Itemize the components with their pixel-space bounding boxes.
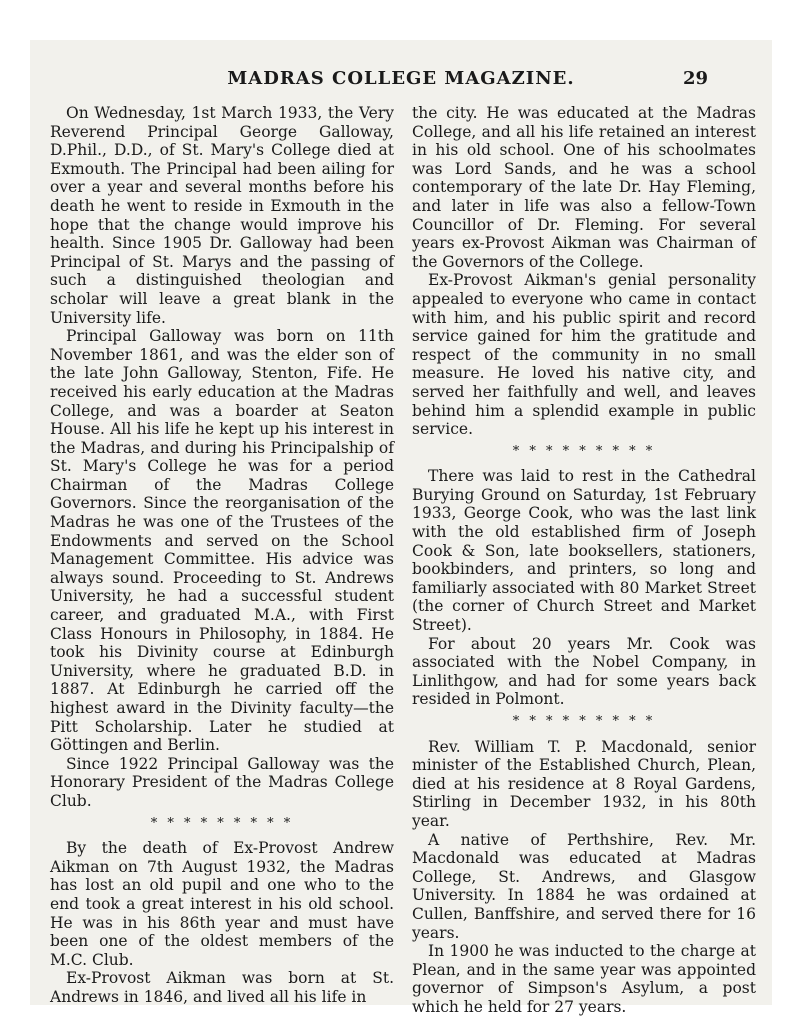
section-separator: * * * * * * * * * xyxy=(512,714,656,729)
macdonald-education-paragraph: A native of Perthshire, Rev. Mr. Macdonald was educated at Madras College, St. Andrews, and Glasgow University. In 1884 he was ordained at Cullen, Banffshire, and served there for 16 years. xyxy=(412,830,756,942)
galloway-club-paragraph: Since 1922 Principal Galloway was the Honorary President of the Madras College Club. xyxy=(50,754,394,810)
magazine-page xyxy=(30,40,772,1016)
left-column xyxy=(50,104,394,1007)
aikman-birth-paragraph: Ex-Provost Aikman was born at St. Andrews in 1846, and lived all his life in xyxy=(50,969,394,1006)
aikman-personality-paragraph: Ex-Provost Aikman's genial personality appealed to everyone who came in contact with him, and his public spirit and record service gained for him the gratitude and respect of the community in no small measure. He loved his native city, and served her faithfully and well, and leaves behind him a splendid example in public service. xyxy=(412,271,756,439)
macdonald-death-paragraph: Rev. William T. P. Macdonald, senior minister of the Established Church, Plean, died at his residence at 8 Royal Gardens, Stirling in December 1932, in his 80th year. xyxy=(412,737,756,830)
galloway-death-paragraph: On Wednesday, 1st March 1933, the Very Reverend Principal George Galloway, D.Phil., D.D., of St. Mary's College died at Exmouth. The Principal had been ailing for over a year and several months before his death he went to reside in Exmouth in the hope that the change would improve his health. Since 1905 Dr. Galloway had been Principal of St. Marys and the passing of such a distinguished theologian and scholar will leave a great blank in the University life. xyxy=(50,104,394,327)
page-header xyxy=(30,68,772,98)
section-separator: * * * * * * * * * xyxy=(150,815,294,831)
aikman-death-paragraph: By the death of Ex-Provost Andrew Aikman on 7th August 1932, the Madras has lost an old pupil and one who to the end took a great interest in his old school. He was in his 86th year and must have been one of the oldest members of the M.C. Club. xyxy=(50,839,394,969)
galloway-biography-paragraph: Principal Galloway was born on 11th November 1861, and was the elder son of the late John Galloway, Stenton, Fife. He received his early education at the Madras College, and was a boarder at Seaton House. All his life he kept up his interest in the Madras, and during his Principalship of St. Mary's College he was for a period Chairman of the Madras College Governors. Since the reorganisation of the Madras he was one of the Trustees of the Endowments and served on the School Management Committee. His advice was always sound. Proceeding to St. Andrews University, he had a successful student career, and graduated M.A., with First Class Honours in Philosophy, in 1884. He took his Divinity course at Edinburgh University, where he graduated B.D. in 1887. At Edinburgh he carried off the highest award in the Divinity faculty—the Pitt Scholarship. Later he studied at Göttingen and Berlin. xyxy=(50,327,394,755)
right-column xyxy=(412,104,756,1017)
cook-career-paragraph: For about 20 years Mr. Cook was associated with the Nobel Company, in Linlithgow, and had for some years back resided in Polmont. xyxy=(412,634,756,709)
page-number: 29 xyxy=(682,68,708,89)
running-title: MADRAS COLLEGE MAGAZINE. xyxy=(227,68,575,89)
aikman-education-paragraph: the city. He was educated at the Madras College, and all his life retained an interest in his old school. One of his schoolmates was Lord Sands, and he was a school contemporary of the late Dr. Hay Fleming, and later in life was also a fellow-Town Councillor of Dr. Fleming. For several years ex-Provost Aikman was Chairman of the Governors of the College. xyxy=(412,104,756,271)
macdonald-plean-paragraph: In 1900 he was inducted to the charge at Plean, and in the same year was appointed governor of Simpson's Asylum, a post which he held for 27 years. xyxy=(412,942,756,1016)
cook-burial-paragraph: There was laid to rest in the Cathedral Burying Ground on Saturday, 1st February 1933, George Cook, who was the last link with the old established firm of Joseph Cook & Son, late booksellers, stationers, bookbinders, and printers, so long and familiarly associated with 80 Market Street (the corner of Church Street and Market Street). xyxy=(412,467,756,635)
section-separator: * * * * * * * * * xyxy=(512,443,656,459)
